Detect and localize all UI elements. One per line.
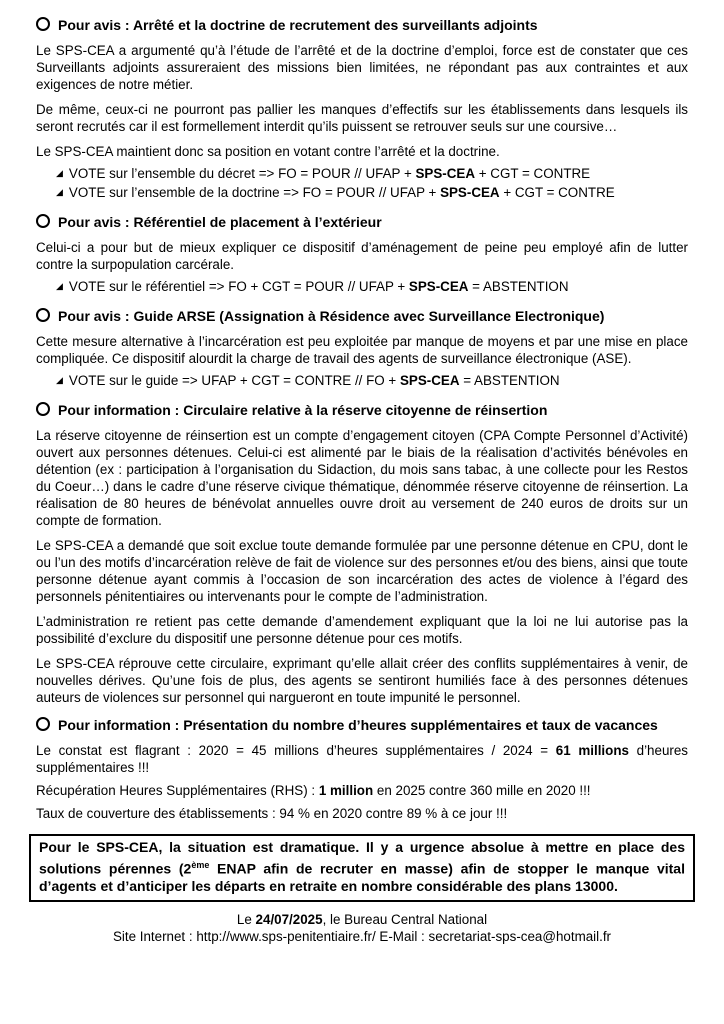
vote-union-bold: SPS-CEA (415, 166, 476, 181)
vote-text: = ABSTENTION (468, 279, 569, 294)
vote-line (56, 165, 688, 184)
footer-text: Le (236, 912, 256, 928)
vote-list (56, 278, 688, 297)
section-heading (36, 401, 688, 419)
vote-list (56, 165, 688, 203)
stat-line (36, 782, 688, 799)
circle-bullet-icon (36, 402, 50, 416)
stat-text: en 2025 contre 360 mille en 2020 !!! (373, 783, 591, 798)
vote-list (56, 372, 688, 391)
triangle-marker-icon: ◢ (56, 168, 63, 178)
stat-line (36, 742, 688, 776)
paragraph: Le SPS-CEA réprouve cette circulaire, exprimant qu’elle allait créer des conflits supplémentaires à venir, de nouvelles dérives. Qu’une fois de plus, des agents se sentiront humiliés face à des personnes détenues auteurs de violences sur personnel qui nargueront en toute impunité le personnel. (36, 656, 688, 705)
section-heading (36, 16, 688, 34)
vote-text: VOTE sur le référentiel => FO + CGT = POUR // UFAP + (68, 279, 409, 294)
stat-line (36, 805, 688, 822)
vote-text: + CGT = CONTRE (475, 166, 591, 181)
stat-value-bold: 61 millions (555, 743, 629, 758)
triangle-marker-icon: ◢ (56, 375, 63, 385)
stat-value-bold: 1 million (318, 783, 374, 798)
vote-union-bold: SPS-CEA (399, 373, 460, 388)
vote-text: + CGT = CONTRE (499, 185, 615, 200)
alert-text: ENAP afin de recruter en masse) afin de stopper le manque vital d’agents et d’anticiper les départs en retraite en nombre considérable des plans 13000. (39, 860, 685, 894)
footer (36, 912, 688, 945)
vote-union-bold: SPS-CEA (440, 185, 500, 200)
vote-line (56, 278, 688, 297)
paragraph: Celui-ci a pour but de mieux expliquer ce dispositif d’aménagement de peine peu employé afin de lutter contre la surpopulation carcérale. (36, 240, 688, 272)
footer-date-bold: 24/07/2025 (255, 912, 323, 928)
stat-text: Taux de couverture des établissements : 94 % en 2020 contre 89 % à ce jour !!! (36, 806, 508, 821)
paragraph: Cette mesure alternative à l’incarcération est peu exploitée par manque de moyens et par une mise en place compliquée. Ce dispositif alourdit la charge de travail des agents de surveillance électronique (ASE). (36, 334, 688, 366)
vote-line (56, 184, 688, 203)
vote-union-bold: SPS-CEA (408, 279, 469, 294)
paragraph: Le SPS-CEA a argumenté qu’à l’étude de l’arrêté et de la doctrine d’emploi, force est de constater que ces Surveillants adjoints assureraient des missions bien limitées, ne répondant pas aux contraintes et aux exigences de notre métier. (36, 43, 688, 92)
vote-text: VOTE sur le guide => UFAP + CGT = CONTRE // FO + (68, 373, 400, 388)
vote-text: VOTE sur l’ensemble du décret => FO = POUR // UFAP + (68, 166, 416, 181)
vote-text: = ABSTENTION (459, 373, 560, 388)
section-heading-text: Pour information : Circulaire relative à la réserve citoyenne de réinsertion (58, 402, 548, 418)
stat-text: Le constat est flagrant : 2020 = 45 millions d’heures supplémentaires / 2024 = (36, 743, 556, 758)
triangle-marker-icon: ◢ (56, 187, 63, 197)
section-heading-text: Pour avis : Arrêté et la doctrine de recrutement des surveillants adjoints (58, 17, 538, 33)
footer-contact-line: Site Internet : http://www.sps-penitentiaire.fr/ E-Mail : secretariat-sps-cea@hotmail.fr (112, 928, 612, 944)
triangle-marker-icon: ◢ (56, 281, 63, 291)
stat-text: d’heures supplémentaires !!! (36, 743, 689, 775)
paragraph: Le SPS-CEA maintient donc sa position en votant contre l’arrêté et la doctrine. (36, 144, 500, 159)
alert-superscript: ème (191, 859, 210, 870)
footer-text: , le Bureau Central National (322, 912, 488, 928)
circle-bullet-icon (36, 214, 50, 228)
paragraph: La réserve citoyenne de réinsertion est un compte d’engagement citoyen (CPA Compte Personnel d’Activité) ouvert aux personnes détenues. Celui-ci est alimenté par le biais de la réalisation d’activités bénévoles en détention (ex : participation à l’organisation du Sidaction, du mois sans tabac, à une collecte pour les Restos du Coeur…) dans le cadre d’une réserve civique thématique, dénommée réserve citoyenne de réinsertion. La réalisation de 80 heures de bénévolat annuelles ouvre droit au versement de 240 euros de droits sur un compte de formation. (36, 428, 688, 528)
paragraph: De même, ceux-ci ne pourront pas pallier les manques d’effectifs sur les établissements dans lesquels ils seront recrutés car il est formellement interdit qu’ils puissent se retrouver seuls sur une coursive… (36, 102, 688, 134)
circle-bullet-icon (36, 17, 50, 31)
section-heading-text: Pour avis : Guide ARSE (Assignation à Résidence avec Surveillance Electronique) (58, 308, 605, 324)
vote-text: VOTE sur l’ensemble de la doctrine => FO = POUR // UFAP + (68, 185, 441, 200)
section-heading (36, 307, 688, 325)
stat-text: Récupération Heures Supplémentaires (RHS) : (36, 783, 319, 798)
section-heading (36, 213, 688, 231)
paragraph: L’administration re retient pas cette demande d’amendement expliquant que la loi ne lui autorise pas la possibilité d’exclure du dispositif une personne détenue pour ces motifs. (36, 614, 688, 646)
vote-line (56, 372, 688, 391)
paragraph: Le SPS-CEA a demandé que soit exclue toute demande formulée par une personne détenue en CPU, dont le ou l’un des motifs d’incarcération relève de fait de violence sur des personnes et/ou des biens, ainsi que toute personne détenue ayant commis à l’occasion de son incarcération des actes de violence à l’égard des personnels pénitentiaires ou intervenants pour le compte de l’administration. (36, 538, 688, 604)
circle-bullet-icon (36, 717, 50, 731)
circle-bullet-icon (36, 308, 50, 322)
alert-box (29, 834, 695, 902)
section-heading-text: Pour avis : Référentiel de placement à l’extérieur (58, 214, 382, 230)
section-heading (36, 716, 688, 734)
footer-date-line (36, 912, 688, 929)
section-heading-text: Pour information : Présentation du nombre d’heures supplémentaires et taux de vacances (58, 717, 658, 733)
alert-text: Pour le SPS-CEA, la situation est dramatique. Il y a urgence absolue à mettre en place des solutions pérennes (2 (39, 839, 685, 877)
